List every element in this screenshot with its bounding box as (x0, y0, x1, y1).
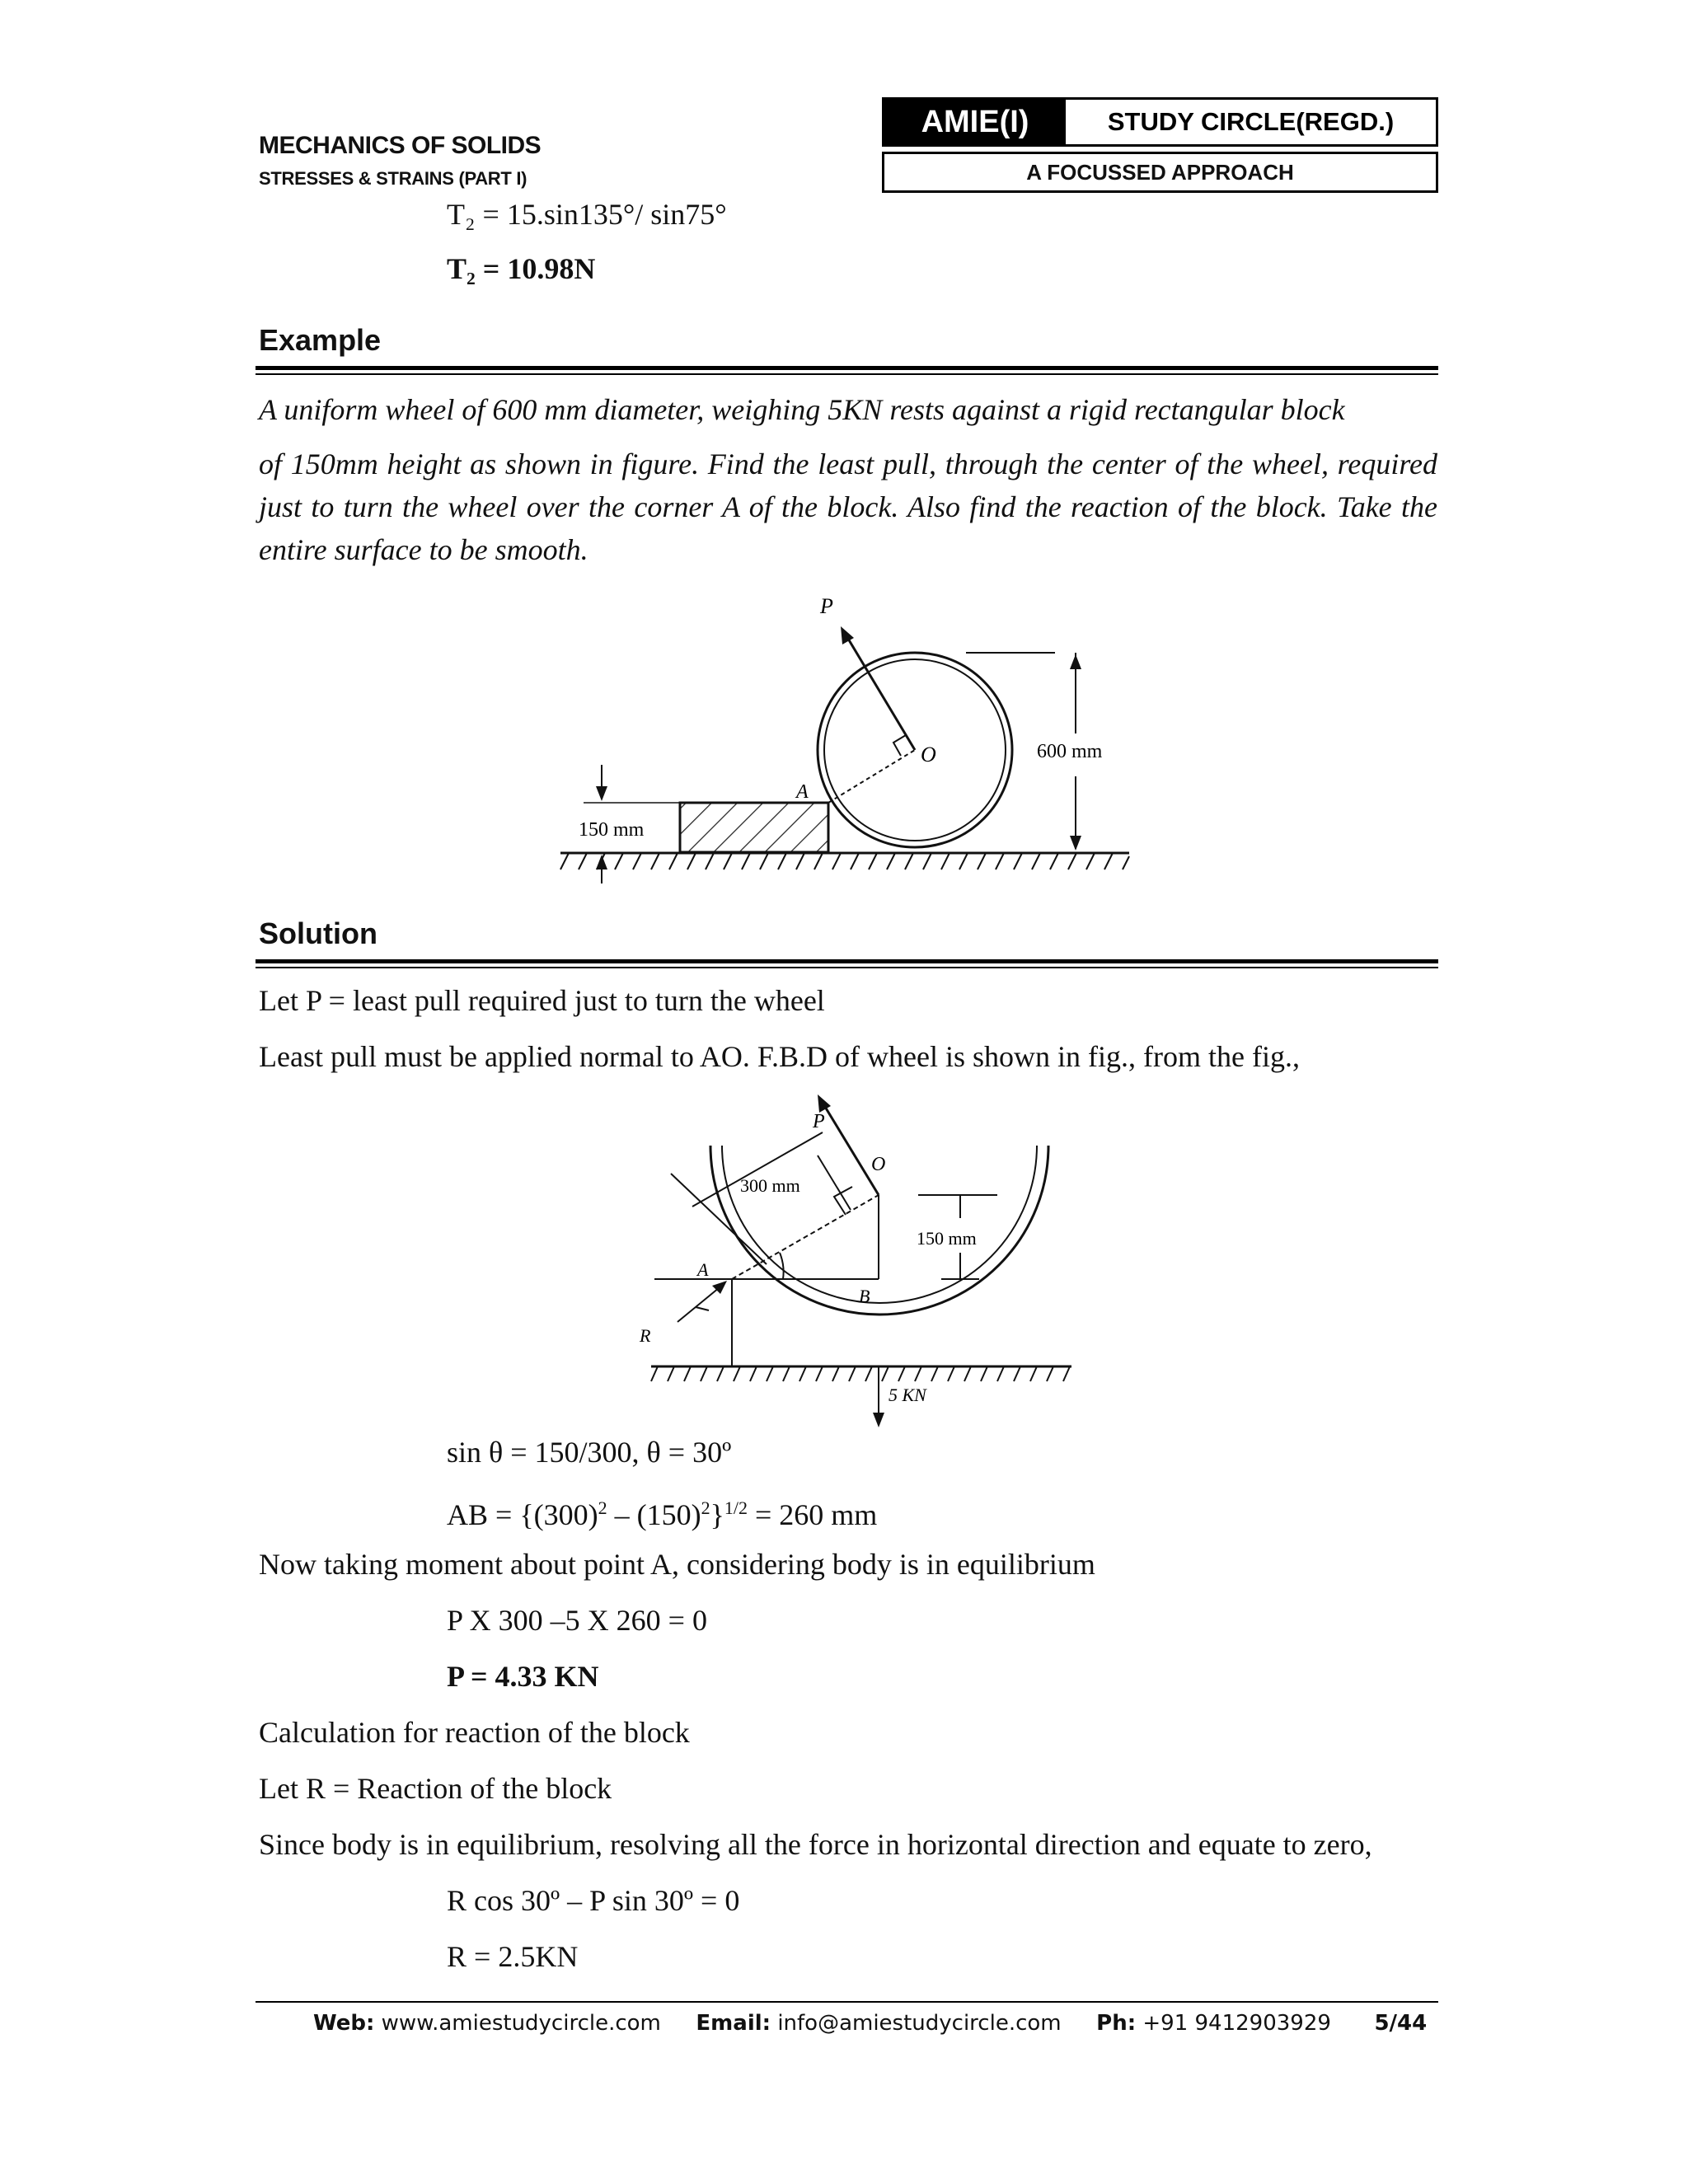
dim-150-arrow-bottom (596, 855, 607, 869)
p-result: P = 4.33 KN (447, 1660, 599, 1693)
reaction-heading: Calculation for reaction of the block (259, 1716, 690, 1749)
label-300mm: 300 mm (740, 1175, 800, 1196)
example-paragraph: of 150mm height as shown in figure. Find the least pull, through the center of the wheel, required just to turn the wheel over the corner A of the block. Also find the reaction of the block. Take the entire surface to be smooth. (259, 448, 1437, 566)
pull-p-line-2 (823, 1103, 879, 1195)
dim-600-arrow-bottom (1070, 836, 1081, 851)
label-b-2: B (859, 1286, 870, 1306)
footer-email[interactable]: info@amiestudycircle.com (777, 2011, 1062, 2036)
solution-line-2: Least pull must be applied normal to AO. F.B.D of wheel is shown in fig., from the fig., (259, 1040, 1300, 1073)
rigid-block (680, 803, 828, 852)
label-p: P (820, 594, 833, 618)
moment-intro: Now taking moment about point A, considering body is in equilibrium (259, 1548, 1095, 1581)
right-angle-marker (893, 735, 906, 756)
footer-email-label: Email: (696, 2011, 771, 2036)
dim-600-arrow-top (1070, 654, 1081, 669)
solution-rule (256, 959, 1438, 963)
reaction-r-tick (696, 1307, 709, 1310)
ab-part-4: = 260 mm (747, 1498, 878, 1531)
label-150mm-2: 150 mm (917, 1228, 977, 1249)
footer-phone: +91 9412903929 (1142, 2011, 1331, 2036)
footer-rule (256, 2001, 1438, 2003)
label-600mm: 600 mm (1037, 741, 1103, 762)
ab-part-2: – (150) (607, 1498, 701, 1531)
ab-part-1: AB = {(300) (447, 1498, 598, 1531)
footer-page-number: 5/44 (1374, 2011, 1428, 2036)
prev-result: T₂ = 10.98N (447, 252, 596, 285)
label-a-2: A (697, 1259, 709, 1280)
let-r-line: Let R = Reaction of the block (259, 1772, 612, 1805)
dim-150-arrow-top (596, 786, 607, 801)
header-tagline: A FOCUSSED APPROACH (882, 152, 1438, 193)
header-title: MECHANICS OF SOLIDS (259, 132, 542, 159)
ground-hatching (560, 853, 1129, 869)
badge-study-circle: STUDY CIRCLE(REGD.) (1107, 107, 1395, 136)
label-p-2: P (813, 1111, 825, 1132)
example-heading: Example (259, 323, 382, 357)
figure-free-body-diagram (626, 1086, 1088, 1432)
footer (313, 2011, 1427, 2036)
dim-300-ext (818, 1155, 851, 1210)
weight-arrowhead (873, 1413, 884, 1427)
figure-wheel-block (544, 585, 1137, 898)
label-r-2: R (640, 1325, 651, 1346)
line-a-to-o (828, 750, 915, 803)
example-rule (256, 366, 1438, 370)
ab-part-3: } (710, 1498, 724, 1531)
moment-equation: P X 300 –5 X 260 = 0 (447, 1604, 707, 1637)
example-line-1: A uniform wheel of 600 mm diameter, weighing 5KN rests against a rigid rectangular block (259, 393, 1345, 426)
pull-p-arrowhead-2 (818, 1094, 831, 1113)
solution-heading: Solution (259, 916, 377, 950)
line-a-to-o-dashed (732, 1195, 879, 1279)
pull-p-line (846, 635, 915, 750)
label-o: O (921, 743, 936, 766)
header-badge (882, 97, 1438, 147)
header-subtitle: STRESSES & STRAINS (PART I) (259, 168, 528, 189)
sin-theta-line: sin θ = 150/300, θ = 30º (447, 1436, 732, 1469)
ab-exp-1: 2 (598, 1497, 607, 1518)
label-150mm: 150 mm (579, 819, 645, 841)
solution-rule-thin (256, 967, 1438, 968)
resolve-line: Since body is in equilibrium, resolving all the force in horizontal direction and equate to zero, (259, 1828, 1372, 1861)
pull-p-arrowhead (841, 626, 854, 644)
ab-exp-2: 2 (701, 1497, 710, 1518)
r-equation: R cos 30º – P sin 30º = 0 (447, 1884, 740, 1917)
r-result: R = 2.5KN (447, 1940, 579, 1973)
theta-arc (780, 1253, 784, 1279)
footer-phone-label: Ph: (1096, 2011, 1137, 2036)
footer-web-label: Web: (313, 2011, 375, 2036)
ground-hatching-2 (651, 1366, 1070, 1381)
ab-exp-3: 1/2 (724, 1497, 748, 1518)
example-rule-thin (256, 373, 1438, 375)
footer-web[interactable]: www.amiestudycircle.com (381, 2011, 661, 2036)
label-5kn: 5 KN (889, 1385, 926, 1405)
label-a: A (796, 781, 809, 803)
ab-equation (447, 1490, 877, 1533)
right-angle-marker-2 (834, 1187, 852, 1215)
solution-line-1: Let P = least pull required just to turn the wheel (259, 984, 825, 1017)
label-o-2: O (871, 1154, 886, 1175)
prev-equation: T₂ = 15.sin135°/ sin75° (447, 198, 727, 231)
badge-amie: AMIE(I) (884, 100, 1066, 144)
